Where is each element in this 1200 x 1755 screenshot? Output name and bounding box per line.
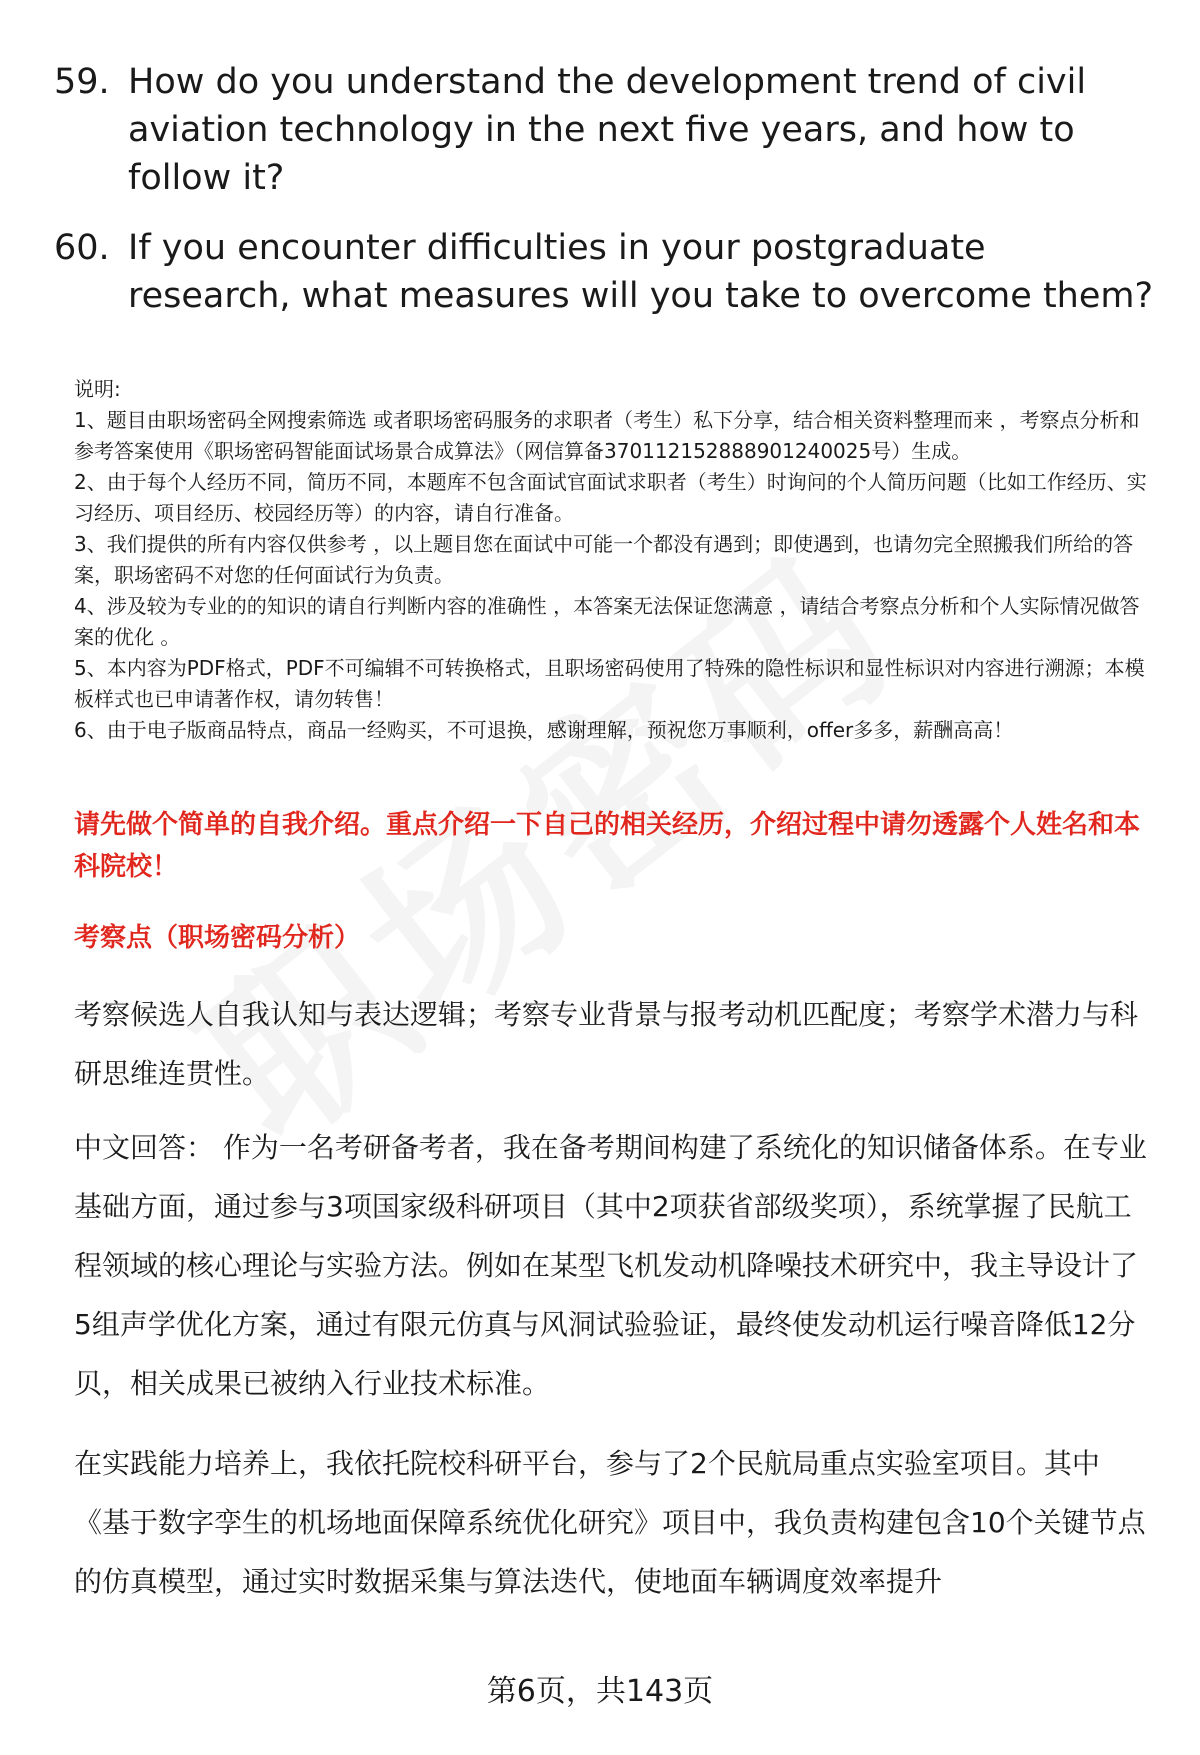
note-item: 5、本内容为PDF格式，PDF不可编辑不可转换格式，且职场密码使用了特殊的隐性标识和显性标识对内容进行溯源；本模板样式也已申请著作权，请勿转售！ [74, 656, 1145, 711]
answer-paragraph-1: 中文回答： 作为一名考研备考者，我在备考期间构建了系统化的知识储备体系。在专业基础方面，通过参与3项国家级科研项目（其中2项获省部级奖项），系统掌握了民航工程领域的核心理论与实验方法。例如在某型飞机发动机降噪技术研究中，我主导设计了5组声学优化方案，通过有限元仿真与风洞试验验证，最终使发动机运行噪音降低12分贝，相关成果已被纳入行业技术标准。 [74, 1131, 1147, 1400]
note-item: 1、题目由职场密码全网搜索筛选 或者职场密码服务的求职者（考生）私下分享，结合相关资料整理而来 ，考察点分析和参考答案使用《职场密码智能面试场景合成算法》（网信算备370112152888901240025号）生成。 [74, 408, 1140, 463]
note-item: 2、由于每个人经历不同，简历不同，本题库不包含面试官面试求职者（考生）时询问的个人简历问题（比如工作经历、实习经历、项目经历、校园经历等）的内容，请自行准备。 [74, 470, 1147, 525]
analysis-heading: 考察点（职场密码分析） [74, 923, 361, 953]
notes-section [74, 374, 1154, 746]
question-number: 59. [54, 62, 110, 102]
answer-paragraph-2: 在实践能力培养上，我依托院校科研平台，参与了2个民航局重点实验室项目。其中《基于数字孪生的机场地面保障系统优化研究》项目中，我负责构建包含10个关键节点的仿真模型，通过实时数据采集与算法迭代，使地面车辆调度效率提升 [74, 1447, 1146, 1598]
question-item [54, 224, 1154, 320]
note-item: 6、由于电子版商品特点，商品一经购买，不可退换，感谢理解，预祝您万事顺利，offer多多，薪酬高高！ [74, 718, 1014, 742]
note-item: 4、涉及较为专业的的知识的请自行判断内容的准确性 ，本答案无法保证您满意 ，请结合考察点分析和个人实际情况做答案的优化 。 [74, 594, 1140, 649]
note-item: 3、我们提供的所有内容仅供参考 ，以上题目您在面试中可能一个都没有遇到；即使遇到，也请勿完全照搬我们所给的答案，职场密码不对您的任何面试行为负责。 [74, 532, 1134, 587]
question-number: 60. [54, 228, 110, 268]
question-text: If you encounter difficulties in your postgraduate research, what measures will you take to overcome them? [128, 228, 1154, 316]
question-list [54, 58, 1154, 342]
page-footer: 第6页，共143页 [486, 1674, 714, 1709]
notes-title: 说明: [74, 377, 121, 401]
question-text: How do you understand the development trend of civil aviation technology in the next five years, and how to follow it? [128, 62, 1087, 198]
interview-question: 请先做个简单的自我介绍。重点介绍一下自己的相关经历，介绍过程中请勿透露个人姓名和本科院校！ [74, 810, 1141, 882]
analysis-text: 考察候选人自我认知与表达逻辑；考察专业背景与报考动机匹配度；考察学术潜力与科研思维连贯性。 [74, 998, 1139, 1090]
question-item [54, 58, 1154, 202]
